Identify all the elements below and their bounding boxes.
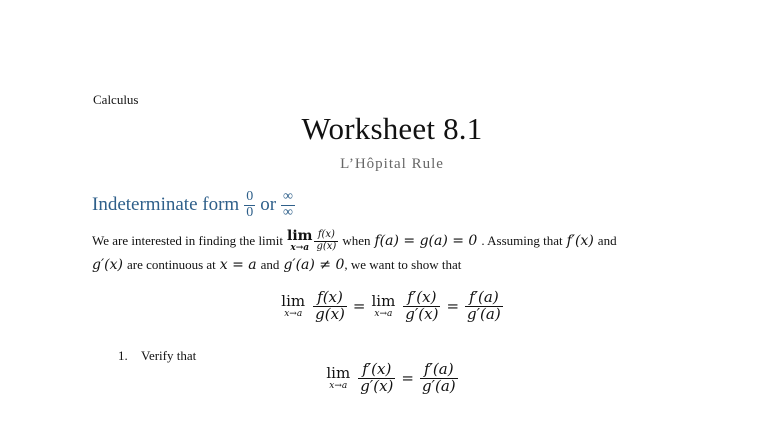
paragraph-line-1 [92, 229, 617, 253]
eq2-num-2: f′(a) [423, 360, 454, 378]
inline-frac-num: f(x) [317, 229, 335, 240]
eq1-frac-1 [313, 290, 347, 323]
form1-den: 0 [246, 204, 254, 220]
eq1-equals-1: = [352, 297, 366, 316]
inline-lim [287, 229, 312, 253]
eq1-lim-left [281, 291, 306, 319]
eq1-lim-word: lim [281, 291, 306, 310]
form1-num: 0 [246, 189, 254, 204]
eq1-den-2: g′(x) [405, 304, 439, 323]
eq1-num-2: f′(x) [407, 288, 437, 306]
zero-over-zero [244, 190, 255, 220]
gprime-a-nonzero: g′(a) ≠ 0 [283, 257, 345, 273]
eq2-equals: = [401, 369, 414, 388]
continuous-text: are continuous at [126, 257, 216, 272]
verify-equation [0, 362, 784, 395]
when-text: when [342, 233, 371, 248]
eq2-lim-word: lim [326, 363, 351, 382]
eq1-den-1: g(x) [315, 304, 345, 323]
worksheet-subtitle: L’Hôpital Rule [340, 156, 444, 172]
eq2-den-2: g′(a) [421, 376, 456, 395]
eq2-lim-sub: x→a [329, 380, 348, 391]
fprime-x: f′(x) [566, 233, 594, 249]
eq2-frac-2 [420, 362, 458, 395]
eq1-equals-2: = [446, 297, 460, 316]
section-heading [92, 190, 295, 220]
inf-over-inf [281, 190, 295, 220]
eq1-lim-sub: x→a [284, 308, 303, 319]
inline-limit [287, 229, 338, 253]
eq1-frac-3 [465, 290, 503, 323]
eq2-lim [326, 363, 351, 391]
eq1-den-3: g′(a) [467, 304, 501, 323]
eq1-lim-word-2: lim [371, 291, 396, 310]
inline-lim-word: lim [287, 228, 313, 244]
worksheet-title: Worksheet 8.1 [301, 111, 483, 146]
lhopital-equation [0, 290, 784, 323]
and-text: and [597, 233, 617, 248]
eq2-num-1: f′(x) [362, 360, 392, 378]
form2-num: ∞ [283, 189, 293, 204]
paragraph-line-2 [92, 257, 461, 273]
condition: f(a) = g(a) = 0 [374, 233, 478, 249]
eq2-den-1: g′(x) [360, 376, 394, 395]
inline-lim-sub: x→a [290, 243, 310, 253]
eq1-frac-2 [403, 290, 440, 323]
eq1-lim-right [371, 291, 396, 319]
eq1-lim-sub-2: x→a [374, 308, 393, 319]
eq1-num-1: f(x) [317, 288, 343, 306]
list-item-text: Verify that [141, 348, 197, 363]
gprime-x: g′(x) [92, 257, 123, 273]
inline-frac-den: g(x) [316, 240, 337, 252]
heading-text: Indeterminate form [92, 194, 240, 216]
inline-fraction [314, 230, 338, 252]
eq1-num-3: f′(a) [469, 288, 499, 306]
course-label: Calculus [93, 92, 139, 107]
tail-text: , we want to show that [344, 257, 462, 272]
and2-text: and [260, 257, 280, 272]
list-item-number: 1. [118, 348, 128, 363]
p1-text: We are interested in finding the limit [92, 233, 284, 248]
heading-or: or [260, 194, 277, 216]
assuming-text: . Assuming that [481, 233, 563, 248]
x-equals-a: x = a [219, 257, 257, 273]
form2-den: ∞ [283, 204, 293, 220]
eq2-frac-1 [358, 362, 395, 395]
